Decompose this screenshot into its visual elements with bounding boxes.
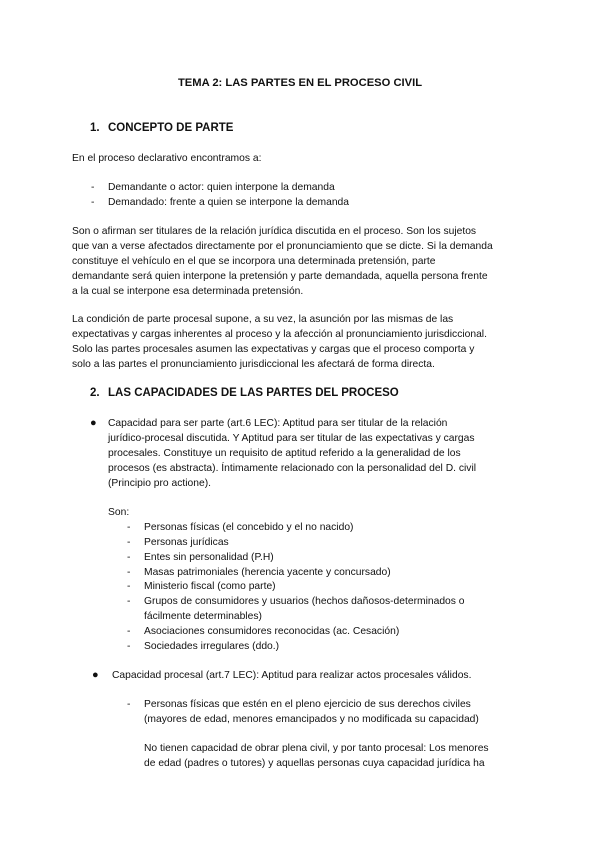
paragraph-line: jurídico-procesal discutida. Y Aptitud para ser titular de las expectativas y cargas — [108, 433, 475, 444]
list-item: Entes sin personalidad (P.H) — [144, 552, 274, 563]
list-item-line: Personas físicas que estén en el pleno ejercicio de sus derechos civiles — [144, 699, 471, 710]
list-item: Personas físicas (el concebido y el no nacido) — [144, 522, 354, 533]
section-2-title: LAS CAPACIDADES DE LAS PARTES DEL PROCESO — [108, 387, 399, 399]
capacidad-procesal: Capacidad procesal (art.7 LEC): Aptitud para realizar actos procesales válidos. — [112, 670, 472, 681]
bullet-marker: ● — [92, 669, 99, 681]
paragraph-line: a la cual se interpone esa determinada pretensión. — [72, 286, 304, 297]
list-item-line: Grupos de consumidores y usuarios (hechos dañosos-determinados o — [144, 596, 465, 607]
section-1-intro: En el proceso declarativo encontramos a: — [72, 153, 262, 164]
list-item — [144, 697, 479, 727]
dash-marker: - — [91, 182, 95, 193]
paragraph-line: No tienen capacidad de obrar plena civil, y por tanto procesal: Los menores — [144, 743, 489, 754]
section-1-paragraph-2 — [72, 312, 532, 372]
section-1-title: CONCEPTO DE PARTE — [108, 122, 234, 134]
list-item: Sociedades irregulares (ddo.) — [144, 641, 280, 652]
dash-marker: - — [127, 537, 131, 548]
paragraph-line: Son o afirman ser titulares de la relación jurídica discutida en el proceso. Son los sujetos — [72, 226, 477, 237]
list-item: Ministerio fiscal (como parte) — [144, 581, 276, 592]
paragraph-line: Capacidad para ser parte (art.6 LEC): Aptitud para ser titular de la relación — [108, 418, 448, 429]
paragraph-line: solo a las partes el pronunciamiento jurisdiccional les afectará de forma directa. — [72, 359, 435, 370]
dash-marker: - — [127, 567, 131, 578]
dash-marker: - — [127, 581, 131, 592]
document-title: TEMA 2: LAS PARTES EN EL PROCESO CIVIL — [177, 77, 423, 89]
bullet-marker: ● — [90, 417, 97, 429]
dash-marker: - — [127, 626, 131, 637]
paragraph-line: demandante será quien interpone la pretensión y parte demandada, aquella persona frente — [72, 271, 488, 282]
capacidad-parte-block — [108, 416, 476, 491]
section-1-number: 1. — [90, 122, 100, 134]
dash-marker: - — [127, 522, 131, 533]
section-1-paragraph-1 — [72, 224, 532, 299]
list-item-line: fácilmente determinables) — [144, 611, 262, 622]
paragraph-line: Solo las partes procesales asumen las expectativas y cargas que el proceso comporta y — [72, 344, 475, 355]
paragraph-line: procesos (es abstracta). Íntimamente relacionado con la personalidad del D. civil — [108, 463, 477, 474]
list-item: Asociaciones consumidores reconocidas (ac. Cesación) — [144, 626, 400, 637]
paragraph-line: que van a verse afectados directamente por el pronunciamiento que se dicte. Si la demanda — [72, 241, 493, 252]
dash-marker: - — [127, 596, 131, 607]
paragraph-line: procesales. Constituye un requisito de aptitud referido a la generalidad de los — [108, 448, 461, 459]
paragraph-line: constituye el vehículo en el que se incorpora una determinada pretensión, parte — [72, 256, 436, 267]
dash-marker: - — [127, 699, 131, 710]
son-label: Son: — [108, 507, 130, 518]
list-item: Masas patrimoniales (herencia yacente y concursado) — [144, 567, 391, 578]
dash-marker: - — [127, 552, 131, 563]
sub-paragraph — [144, 741, 489, 771]
paragraph-line: (Principio pro actione). — [108, 478, 212, 489]
section-2-number: 2. — [90, 387, 100, 399]
dash-marker: - — [127, 641, 131, 652]
dash-marker: - — [91, 197, 95, 208]
list-item — [144, 594, 465, 624]
paragraph-line: de edad (padres o tutores) y aquellas personas cuya capacidad jurídica ha — [144, 758, 485, 769]
list-item: Demandado: frente a quien se interpone la demanda — [108, 197, 350, 208]
list-item: Demandante o actor: quien interpone la demanda — [108, 182, 335, 193]
list-item-line: (mayores de edad, menores emancipados y no modificada su capacidad) — [144, 714, 479, 725]
paragraph-line: expectativas y cargas inherentes al proceso y la afección al pronunciamiento jurisdiccional. — [72, 329, 487, 340]
list-item: Personas jurídicas — [144, 537, 229, 548]
paragraph-line: La condición de parte procesal supone, a su vez, la asunción por las mismas de las — [72, 314, 454, 325]
